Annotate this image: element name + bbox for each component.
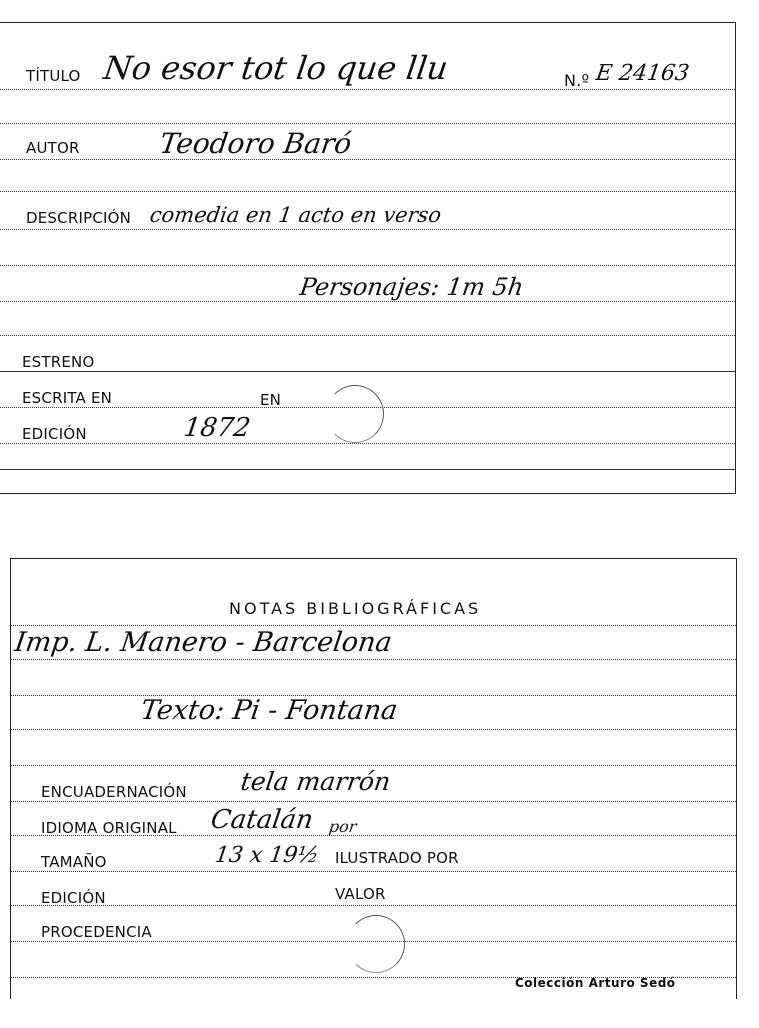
por-label: por — [327, 817, 358, 836]
ruled-line — [0, 265, 735, 266]
edicion-label: EDICIÓN — [22, 425, 87, 443]
nota-line-2: Texto: Pi - Fontana — [138, 695, 400, 726]
ruled-line — [0, 159, 735, 160]
ruled-line — [0, 89, 735, 90]
notas-heading: NOTAS BIBLIOGRÁFICAS — [229, 599, 482, 618]
descripcion-value: comedia en 1 acto en verso — [148, 203, 443, 227]
stamp-circle — [326, 385, 384, 443]
autor-label: AUTOR — [26, 139, 80, 157]
ruled-line — [11, 801, 736, 802]
ruled-line — [0, 229, 735, 230]
valor-label: VALOR — [335, 885, 386, 903]
ruled-line — [0, 371, 735, 372]
numero-value: E 24163 — [594, 61, 691, 86]
ilustrado-label: ILUSTRADO POR — [335, 849, 459, 867]
idioma-value: Catalán — [208, 805, 316, 835]
nota-line-1: Imp. L. Manero - Barcelona — [12, 627, 394, 658]
escrita-en-label: ESCRITA EN — [22, 389, 113, 407]
ruled-line — [0, 191, 735, 192]
stamp-circle — [347, 915, 405, 973]
titulo-value: No esor tot lo que llu — [101, 49, 451, 87]
ruled-line — [0, 123, 735, 124]
en-label: EN — [260, 391, 282, 409]
ruled-line — [0, 469, 735, 470]
edicion-value: 1872 — [181, 413, 253, 443]
ruled-line — [11, 905, 736, 906]
coleccion-caption: Colección Arturo Sedó — [515, 976, 676, 990]
ruled-line — [0, 301, 735, 302]
edicion-label-bottom: EDICIÓN — [41, 889, 106, 907]
descripcion-label: DESCRIPCIÓN — [26, 209, 132, 227]
estreno-label: ESTRENO — [22, 353, 95, 371]
encuadernacion-label: ENCUADERNACIÓN — [41, 783, 187, 801]
tamano-value: 13 x 19½ — [213, 843, 321, 868]
ruled-line — [11, 871, 736, 872]
tamano-label: TAMAÑO — [41, 853, 107, 871]
ruled-line — [0, 335, 735, 336]
encuadernacion-value: tela marrón — [238, 767, 393, 796]
procedencia-label: PROCEDENCIA — [41, 923, 152, 941]
titulo-label: TÍTULO — [26, 67, 81, 85]
ruled-line — [11, 625, 736, 626]
numero-label: N.º — [564, 71, 590, 90]
ruled-line — [0, 443, 735, 444]
catalog-card-top — [0, 22, 736, 494]
personajes-value: Personajes: 1m 5h — [298, 273, 526, 301]
autor-value: Teodoro Baró — [157, 127, 354, 160]
ruled-line — [11, 765, 736, 766]
idioma-label: IDIOMA ORIGINAL — [41, 819, 177, 837]
ruled-line — [11, 659, 736, 660]
catalog-card-bottom — [10, 558, 737, 999]
ruled-line — [11, 729, 736, 730]
